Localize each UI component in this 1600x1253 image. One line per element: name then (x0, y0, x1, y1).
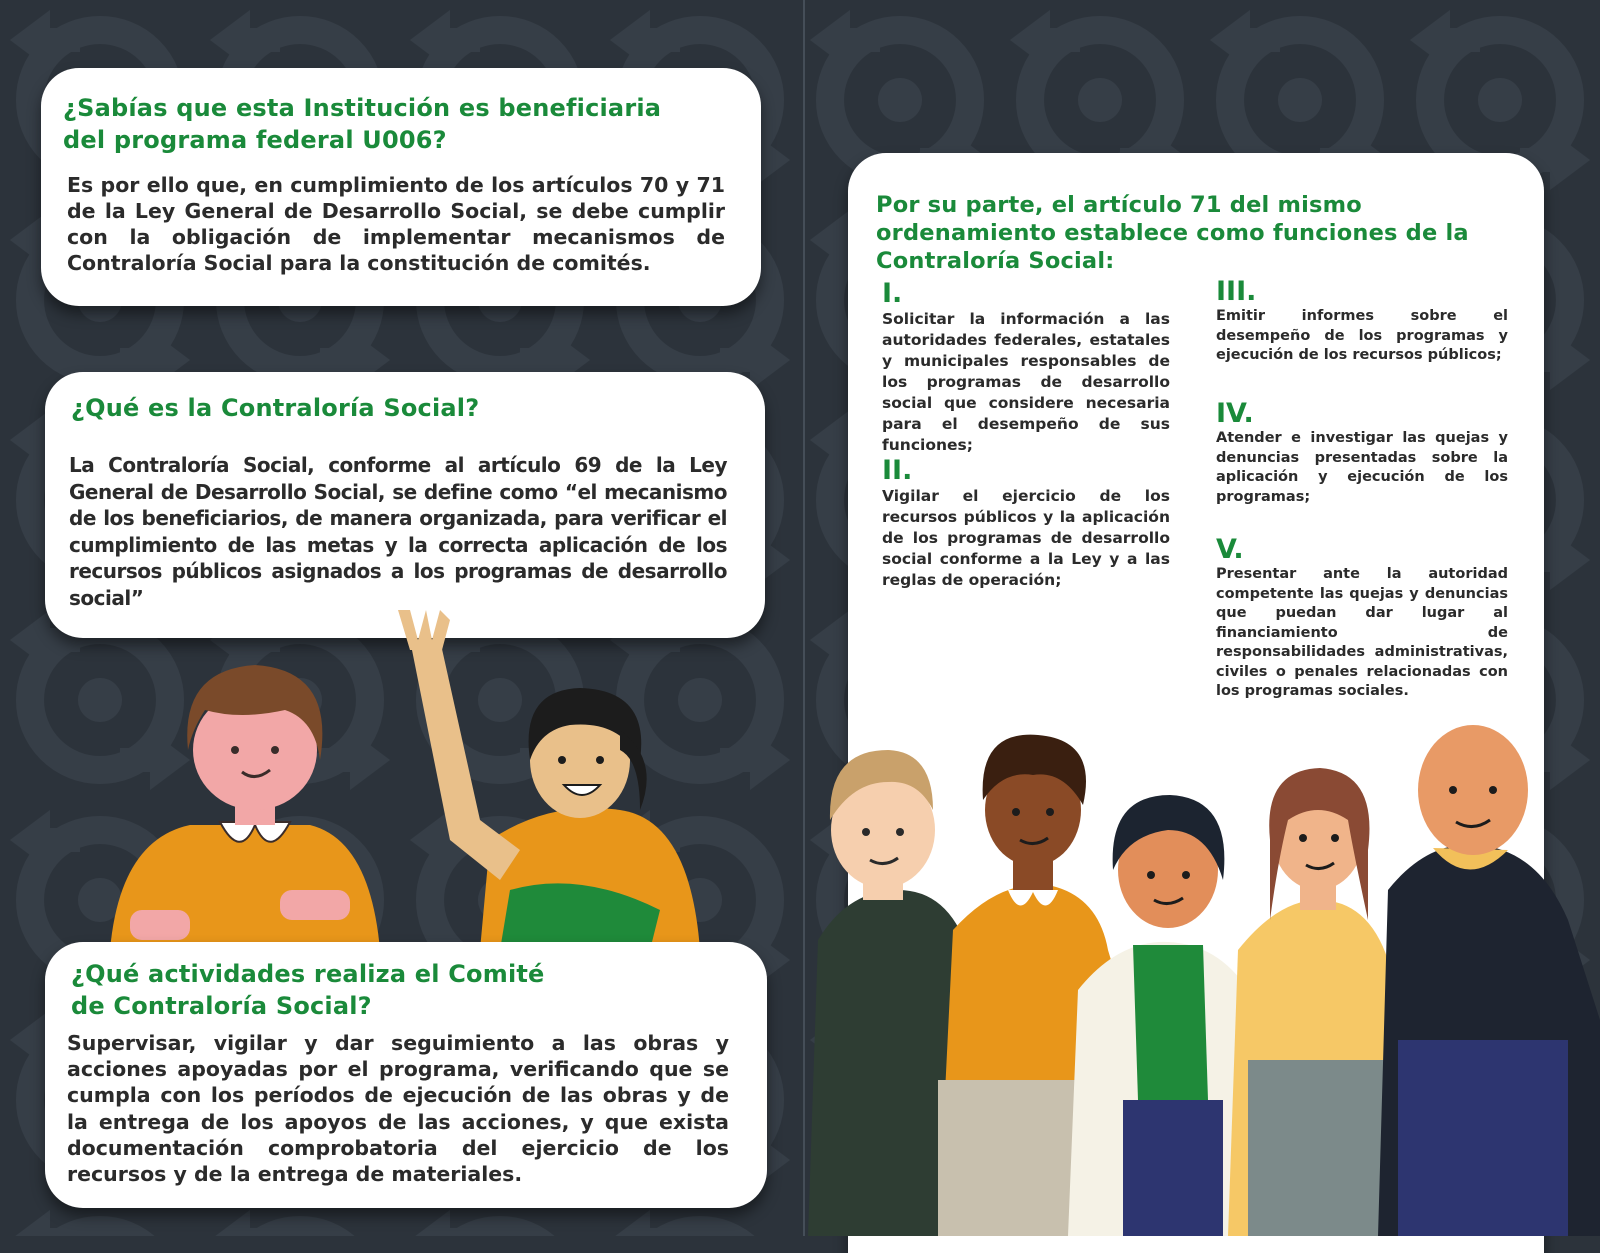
function-item-2 (882, 456, 1170, 591)
function-item-1 (882, 279, 1170, 456)
page-fold-line (803, 0, 805, 1236)
function-item-5 (1216, 535, 1508, 702)
function-text: Atender e investigar las quejas y denuncias presentadas sobre la aplicación y ejecución de los programas; (1216, 430, 1508, 505)
function-text: Presentar ante la autoridad competente las quejas y denuncias que puedan dar lugar al financiamiento de responsabilidades administrativas, civiles o penales relacionadas con los programas sociales. (1216, 566, 1508, 699)
que-es-body: La Contraloría Social, conforme al artículo 69 de la Ley General de Desarrollo Social, se define como “el mecanismo de los beneficiarios, de manera organizada, para verificar el cumplimiento de las metas y la correcta aplicación de los recursos públicos asignados a los programas de desarrollo social” (69, 453, 727, 610)
actividades-card (45, 942, 767, 1208)
u006-body: Es por ello que, en cumplimiento de los artículos 70 y 71 de la Ley General de Desarrollo Social, se debe cumplir con la obligación de implementar mecanismos de Contraloría Social para la constitución de comités. (67, 173, 725, 275)
person-4-figure (1228, 768, 1398, 1236)
u006-info-card (41, 68, 761, 306)
function-text: Emitir informes sobre el desempeño de los programas y ejecución de los recursos públicos; (1216, 308, 1508, 363)
group-of-people-illustration (808, 720, 1600, 1236)
function-item-4 (1216, 399, 1508, 507)
function-number: III. (1216, 276, 1257, 307)
function-item-3 (1216, 277, 1508, 366)
person-5-figure (1378, 725, 1600, 1236)
woman-waving-figure (398, 610, 700, 950)
que-es-title: ¿Qué es la Contraloría Social? (71, 394, 480, 422)
two-women-illustration (80, 610, 720, 950)
function-number: I. (882, 278, 903, 309)
function-number: IV. (1216, 398, 1254, 429)
function-text: Solicitar la información a las autoridades federales, estatales y municipales responsables de los programas de desarrollo social que considere necesaria para el desempeño de sus funciones; (882, 310, 1170, 454)
function-number: II. (882, 455, 913, 486)
que-es-card (45, 372, 765, 638)
function-number: V. (1216, 534, 1244, 565)
u006-title: ¿Sabías que esta Institución es beneficiaria del programa federal U006? (63, 94, 662, 154)
woman-left-figure (110, 665, 380, 950)
actividades-title: ¿Qué actividades realiza el Comité de Contraloría Social? (71, 960, 545, 1020)
person-3-figure (1068, 795, 1258, 1236)
function-text: Vigilar el ejercicio de los recursos públicos y la aplicación de los programas de desarrollo social conforme a la Ley y a las reglas de operación; (882, 487, 1170, 589)
actividades-body: Supervisar, vigilar y dar seguimiento a las obras y acciones apoyadas por el programa, verificando que se cumpla con los períodos de ejecución de las obras y de la entrega de los apoyos de las acciones, y que exista documentación comprobatoria del ejercicio de los recursos y de la entrega de materiales. (67, 1031, 729, 1187)
articulo-71-title: Por su parte, el artículo 71 del mismo ordenamiento establece como funciones de la Contraloría Social: (876, 192, 1469, 274)
